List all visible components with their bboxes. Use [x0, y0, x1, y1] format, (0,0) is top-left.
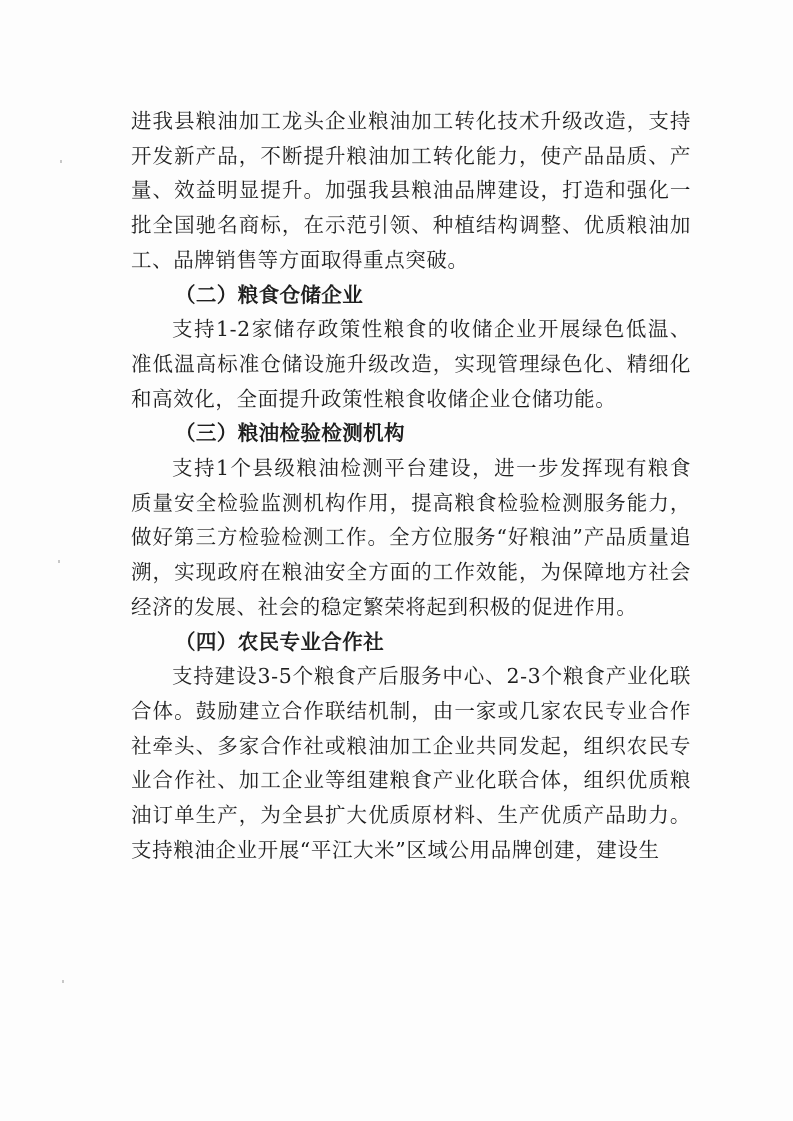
scan-speck	[58, 560, 60, 563]
section-body-inspection: 支持1个县级粮油检测平台建设，进一步发挥现有粮食质量安全检验监测机构作用，提高粮食检验检测服务能力，做好第三方检验检测工作。全方位服务“好粮油”产品质量追溯，实现政府在粮油安全方面的工作效能，为保障地方社会经济的发展、社会的稳定繁荣将起到积极的促进作用。	[131, 456, 691, 619]
section-body-cooperatives: 支持建设3-5个粮食产后服务中心、2-3个粮食产业化联合体。鼓励建立合作联结机制，由一家或几家农民专业合作社牵头、多家合作社或粮油加工企业共同发起，组织农民专业合作社、加工企业等组建粮食产业化联合体，组织优质粮油订单生产，为全县扩大优质原材料、生产优质产品助力。支持粮油企业开展“平江大米”区域公用品牌创建，建设生	[131, 664, 691, 862]
scan-speck	[60, 160, 62, 163]
scan-speck	[62, 980, 64, 983]
section-body-storage: 支持1-2家储存政策性粮食的收储企业开展绿色低温、准低温高标准仓储设施升级改造，实现管理绿色化、精细化和高效化，全面提升政策性粮食收储企业仓储功能。	[131, 317, 691, 411]
section-heading-inspection: （三）粮油检验检测机构	[175, 421, 405, 446]
document-body	[131, 104, 691, 867]
continued-paragraph: 进我县粮油加工龙头企业粮油加工转化技术升级改造，支持开发新产品，不断提升粮油加工转化能力，使产品品质、产量、效益明显提升。加强我县粮油品牌建设，打造和强化一批全国驰名商标，在示范引领、种植结构调整、优质粮油加工、品牌销售等方面取得重点突破。	[131, 109, 691, 272]
section-heading-storage: （二）粮食仓储企业	[175, 282, 364, 307]
section-heading-cooperatives: （四）农民专业合作社	[175, 629, 384, 654]
